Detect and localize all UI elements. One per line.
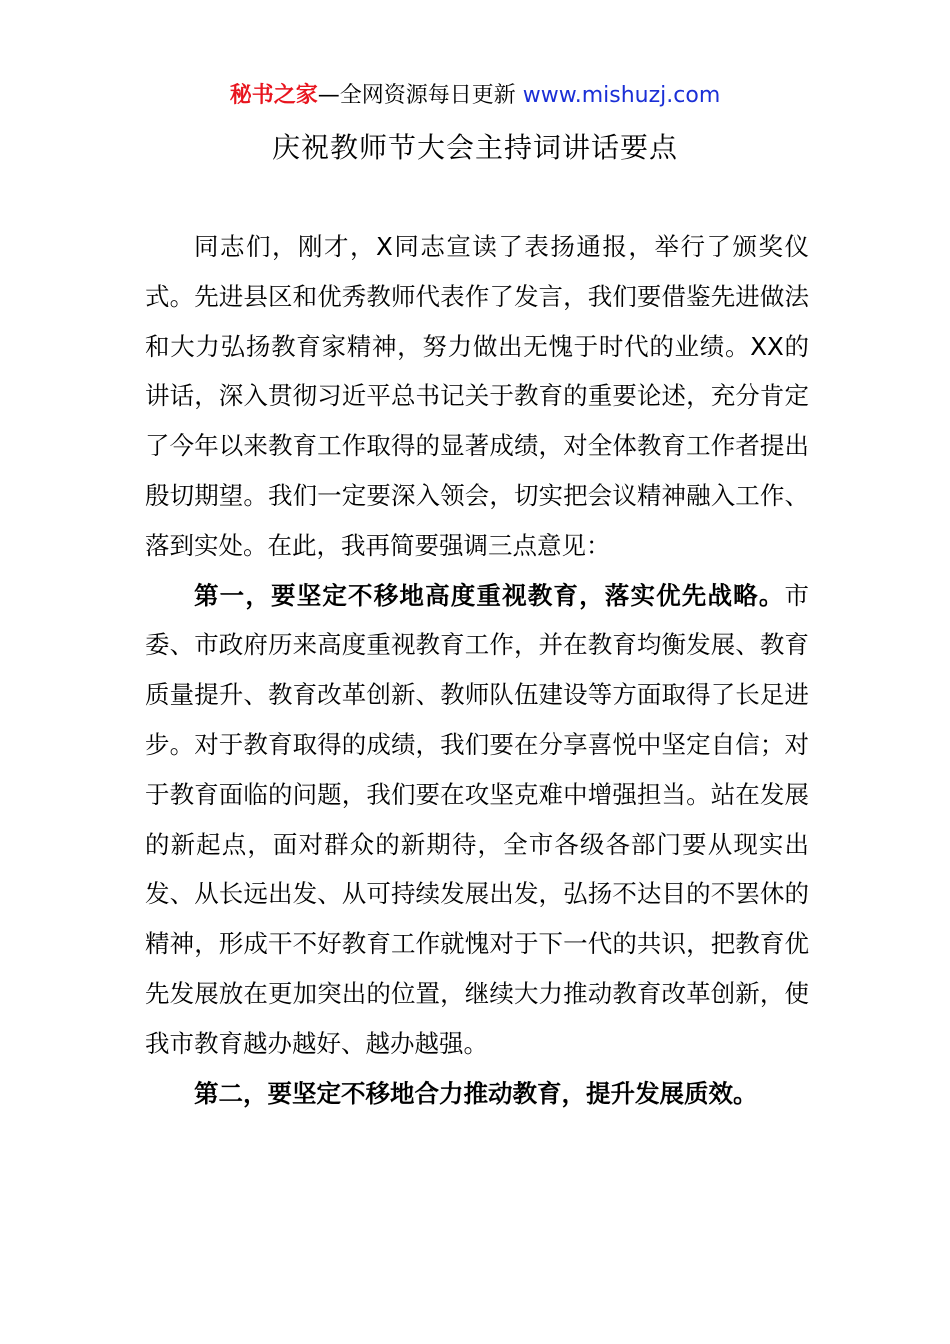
site-tagline: —全网资源每日更新 (317, 83, 516, 108)
site-url-link[interactable]: www.mishuzj.com (522, 83, 721, 108)
paragraph-point-two (145, 1069, 809, 1119)
document-body (145, 222, 809, 1118)
paragraph-intro (145, 222, 809, 571)
site-name: 秘书之家 (229, 83, 318, 108)
document-title: 庆祝教师节大会主持词讲话要点 (271, 131, 678, 164)
paragraph-lead: 第二，要坚定不移地合力推动教育，提升发展质效。 (194, 1078, 758, 1108)
paragraph-lead: 第一，要坚定不移地高度重视教育，落实优先战略。 (194, 580, 785, 610)
paragraph-point-one (145, 571, 809, 1069)
paragraph-text: 同志们，刚才，X同志宣读了表扬通报，举行了颁奖仪式。先进县区和优秀教师代表作了发言，我们要借鉴先进做法和大力弘扬教育家精神，努力做出无愧于时代的业绩。XX的讲话，深入贯彻习近平总书记关于教育的重要论述，充分肯定了今年以来教育工作取得的显著成绩，对全体教育工作者提出殷切期望。我们一定要深入领会，切实把会议精神融入工作、落到实处。在此，我再简要强调三点意见： (145, 232, 809, 560)
site-header (0, 80, 950, 112)
paragraph-text: 市委、市政府历来高度重视教育工作，并在教育均衡发展、教育质量提升、教育改革创新、教师队伍建设等方面取得了长足进步。对于教育取得的成绩，我们要在分享喜悦中坚定自信；对于教育面临的问题，我们要在攻坚克难中增强担当。站在发展的新起点，面对群众的新期待，全市各级各部门要从现实出发、从长远出发、从可持续发展出发，弘扬不达目的不罢休的精神，形成干不好教育工作就愧对于下一代的共识，把教育优先发展放在更加突出的位置，继续大力推动教育改革创新，使我市教育越办越好、越办越强。 (145, 580, 809, 1058)
